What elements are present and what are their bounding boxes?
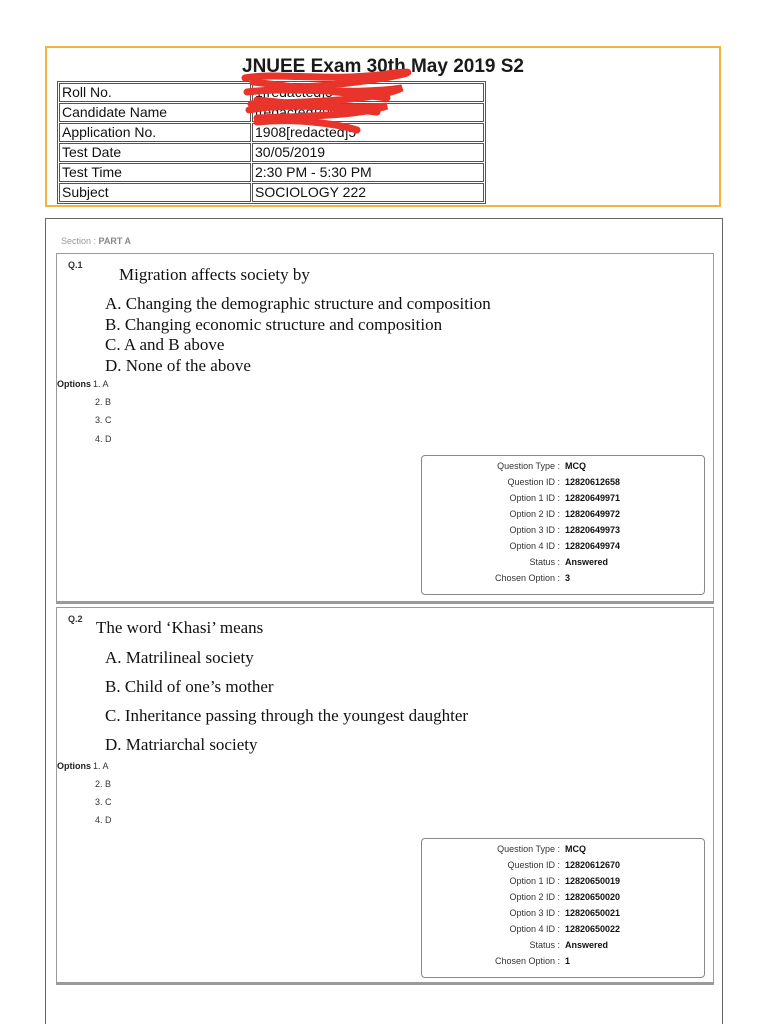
meta-label: Question ID :: [507, 477, 560, 487]
option-item: 4. D: [95, 434, 112, 444]
choice-c: C. A and B above: [105, 335, 225, 354]
info-label: Test Date: [59, 143, 251, 162]
option-item: 4. D: [95, 815, 112, 825]
meta-status: [422, 557, 706, 573]
meta-value: MCQ: [565, 844, 586, 854]
option-item: 3. C: [95, 415, 112, 425]
options-label-text: Options: [57, 379, 91, 389]
option-item: 1. A: [93, 379, 109, 389]
question-text: The word ‘Khasi’ means: [96, 618, 264, 637]
info-row-test-date: [59, 143, 484, 162]
choice-a: A. Changing the demographic structure and composition: [105, 294, 491, 313]
meta-option-4-id: [422, 541, 706, 557]
info-label: Roll No.: [59, 83, 251, 102]
redaction-scribble: [237, 52, 437, 142]
info-label: Application No.: [59, 123, 251, 142]
meta-label: Option 3 ID :: [509, 525, 560, 535]
meta-value: 12820650021: [565, 908, 621, 918]
meta-label: Question Type :: [497, 461, 560, 471]
meta-value: 12820649971: [565, 493, 621, 503]
meta-label: Chosen Option :: [494, 573, 560, 583]
meta-value: MCQ: [565, 461, 586, 471]
info-value: 1908[redacted]5: [252, 123, 484, 142]
meta-label: Option 1 ID :: [509, 493, 560, 503]
meta-question-type: [422, 844, 706, 860]
choice-a: A. Matrilineal society: [105, 648, 254, 667]
info-value: 1[redacted]5: [252, 83, 484, 102]
meta-status: [422, 940, 706, 956]
choice-b: B. Changing economic structure and composition: [105, 315, 443, 334]
info-row-test-time: [59, 163, 484, 182]
meta-label: Question Type :: [497, 844, 560, 854]
info-label: Subject: [59, 183, 251, 202]
meta-question-id: [422, 477, 706, 493]
meta-label: Option 1 ID :: [509, 876, 560, 886]
meta-option-4-id: [422, 924, 706, 940]
option-item: 2. B: [95, 779, 112, 789]
section-label: [61, 236, 131, 246]
info-value: 2:30 PM - 5:30 PM: [252, 163, 484, 182]
meta-value: 12820650020: [565, 892, 621, 902]
exam-title: JNUEE Exam 30th May 2019 S2: [242, 56, 524, 77]
meta-label: Question ID :: [507, 860, 560, 870]
meta-value: 12820649974: [565, 541, 621, 551]
meta-value: 12820612658: [565, 477, 621, 487]
exam-header-box: [45, 46, 721, 207]
info-label: Test Time: [59, 163, 251, 182]
meta-label: Status :: [529, 940, 560, 950]
meta-value: 3: [565, 573, 571, 583]
info-label: Candidate Name: [59, 103, 251, 122]
choice-d: D. None of the above: [105, 356, 251, 375]
meta-question-id: [422, 860, 706, 876]
meta-value: 1: [565, 956, 571, 966]
option-item: 3. C: [95, 797, 112, 807]
meta-label: Option 4 ID :: [509, 541, 560, 551]
question-card-2: [56, 607, 714, 985]
meta-value: 12820650019: [565, 876, 621, 886]
options-label-text: Options: [57, 761, 91, 771]
meta-label: Option 4 ID :: [509, 924, 560, 934]
meta-option-2-id: [422, 509, 706, 525]
meta-value: 12820650022: [565, 924, 621, 934]
question-text: Migration affects society by: [119, 265, 310, 284]
section-name: PART A: [98, 236, 132, 246]
option-item: 1. A: [93, 761, 109, 771]
question-meta-box: [421, 455, 705, 595]
meta-label: Status :: [529, 557, 560, 567]
question-number: Q.2: [68, 614, 83, 624]
info-row-subject: [59, 183, 484, 202]
choice-c: C. Inheritance passing through the youngest daughter: [105, 706, 469, 725]
options-label: [57, 761, 91, 771]
meta-label: Option 2 ID :: [509, 509, 560, 519]
meta-label: Chosen Option :: [494, 956, 560, 966]
meta-label: Option 2 ID :: [509, 892, 560, 902]
meta-label: Option 3 ID :: [509, 908, 560, 918]
question-meta-box: [421, 838, 705, 978]
options-label: [57, 379, 91, 389]
meta-value: Answered: [565, 557, 609, 567]
question-card-1: [56, 253, 714, 604]
option-item: 2. B: [95, 397, 112, 407]
section-prefix: Section :: [61, 236, 99, 246]
info-value: [redacted]AN: [252, 103, 484, 122]
meta-option-1-id: [422, 876, 706, 892]
meta-option-3-id: [422, 525, 706, 541]
info-value: 30/05/2019: [252, 143, 484, 162]
meta-value: Answered: [565, 940, 609, 950]
meta-option-1-id: [422, 493, 706, 509]
meta-question-type: [422, 461, 706, 477]
meta-option-2-id: [422, 892, 706, 908]
meta-option-3-id: [422, 908, 706, 924]
meta-chosen-option: [422, 956, 706, 972]
meta-chosen-option: [422, 573, 706, 589]
meta-value: 12820649973: [565, 525, 621, 535]
choice-d: D. Matriarchal society: [105, 735, 258, 754]
info-value: SOCIOLOGY 222: [252, 183, 484, 202]
response-sheet: [45, 218, 723, 1024]
choice-b: B. Child of one’s mother: [105, 677, 274, 696]
question-number: Q.1: [68, 260, 83, 270]
meta-value: 12820612670: [565, 860, 621, 870]
meta-value: 12820649972: [565, 509, 621, 519]
